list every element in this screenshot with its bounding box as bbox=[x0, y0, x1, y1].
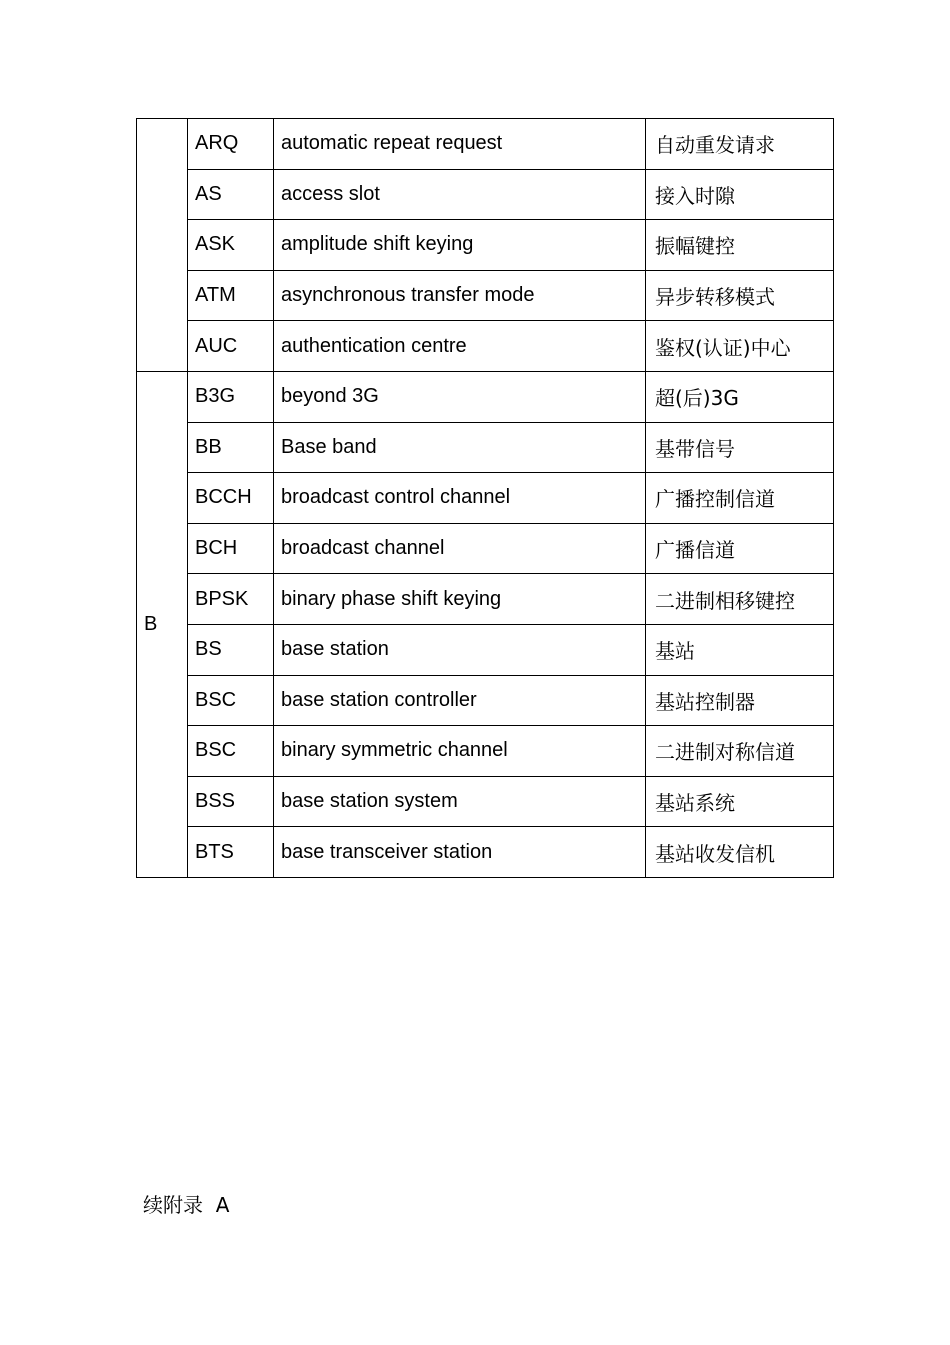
abbreviation-cell: B3G bbox=[188, 371, 274, 422]
table-row bbox=[137, 473, 834, 524]
english-term-cell: beyond 3G bbox=[274, 371, 646, 422]
abbreviation-cell: BPSK bbox=[188, 574, 274, 625]
table-row bbox=[137, 119, 834, 170]
table-row bbox=[137, 220, 834, 271]
table-row bbox=[137, 624, 834, 675]
table-row bbox=[137, 169, 834, 220]
english-term-cell: binary symmetric channel bbox=[274, 726, 646, 777]
table-row bbox=[137, 726, 834, 777]
abbreviation-cell: ARQ bbox=[188, 119, 274, 170]
english-term-cell: base transceiver station bbox=[274, 827, 646, 878]
english-term-cell: amplitude shift keying bbox=[274, 220, 646, 271]
chinese-term-cell: 超(后)3G bbox=[646, 371, 834, 422]
abbreviation-cell: AS bbox=[188, 169, 274, 220]
table-row bbox=[137, 321, 834, 372]
table-row bbox=[137, 422, 834, 473]
chinese-term-cell: 振幅键控 bbox=[646, 220, 834, 271]
chinese-term-cell: 基站系统 bbox=[646, 776, 834, 827]
abbreviation-cell: BCCH bbox=[188, 473, 274, 524]
table-row bbox=[137, 371, 834, 422]
chinese-term-cell: 广播信道 bbox=[646, 523, 834, 574]
english-term-cell: Base band bbox=[274, 422, 646, 473]
abbreviation-cell: BSC bbox=[188, 675, 274, 726]
english-term-cell: broadcast control channel bbox=[274, 473, 646, 524]
abbreviation-cell: BSC bbox=[188, 726, 274, 777]
table-row bbox=[137, 270, 834, 321]
chinese-term-cell: 基带信号 bbox=[646, 422, 834, 473]
abbreviation-cell: BB bbox=[188, 422, 274, 473]
abbreviation-cell: BSS bbox=[188, 776, 274, 827]
english-term-cell: asynchronous transfer mode bbox=[274, 270, 646, 321]
table-row bbox=[137, 827, 834, 878]
chinese-term-cell: 基站控制器 bbox=[646, 675, 834, 726]
chinese-term-cell: 鉴权(认证)中心 bbox=[646, 321, 834, 372]
english-term-cell: authentication centre bbox=[274, 321, 646, 372]
table-row bbox=[137, 675, 834, 726]
english-term-cell: base station controller bbox=[274, 675, 646, 726]
abbreviation-table-body bbox=[137, 119, 834, 878]
abbreviation-cell: ATM bbox=[188, 270, 274, 321]
chinese-term-cell: 基站 bbox=[646, 624, 834, 675]
chinese-term-cell: 二进制对称信道 bbox=[646, 726, 834, 777]
abbreviation-cell: BCH bbox=[188, 523, 274, 574]
abbreviation-cell: BTS bbox=[188, 827, 274, 878]
group-letter-cell bbox=[137, 119, 188, 372]
chinese-term-cell: 接入时隙 bbox=[646, 169, 834, 220]
continued-appendix-label: 续附录 A bbox=[143, 1193, 230, 1217]
abbreviation-cell: AUC bbox=[188, 321, 274, 372]
table-row bbox=[137, 574, 834, 625]
chinese-term-cell: 二进制相移键控 bbox=[646, 574, 834, 625]
group-letter-cell: B bbox=[137, 371, 188, 877]
english-term-cell: base station system bbox=[274, 776, 646, 827]
english-term-cell: binary phase shift keying bbox=[274, 574, 646, 625]
chinese-term-cell: 异步转移模式 bbox=[646, 270, 834, 321]
abbreviation-table bbox=[136, 118, 834, 878]
chinese-term-cell: 自动重发请求 bbox=[646, 119, 834, 170]
chinese-term-cell: 基站收发信机 bbox=[646, 827, 834, 878]
table-row bbox=[137, 776, 834, 827]
english-term-cell: access slot bbox=[274, 169, 646, 220]
abbreviation-cell: BS bbox=[188, 624, 274, 675]
english-term-cell: base station bbox=[274, 624, 646, 675]
table-row bbox=[137, 523, 834, 574]
chinese-term-cell: 广播控制信道 bbox=[646, 473, 834, 524]
english-term-cell: broadcast channel bbox=[274, 523, 646, 574]
english-term-cell: automatic repeat request bbox=[274, 119, 646, 170]
abbreviation-cell: ASK bbox=[188, 220, 274, 271]
